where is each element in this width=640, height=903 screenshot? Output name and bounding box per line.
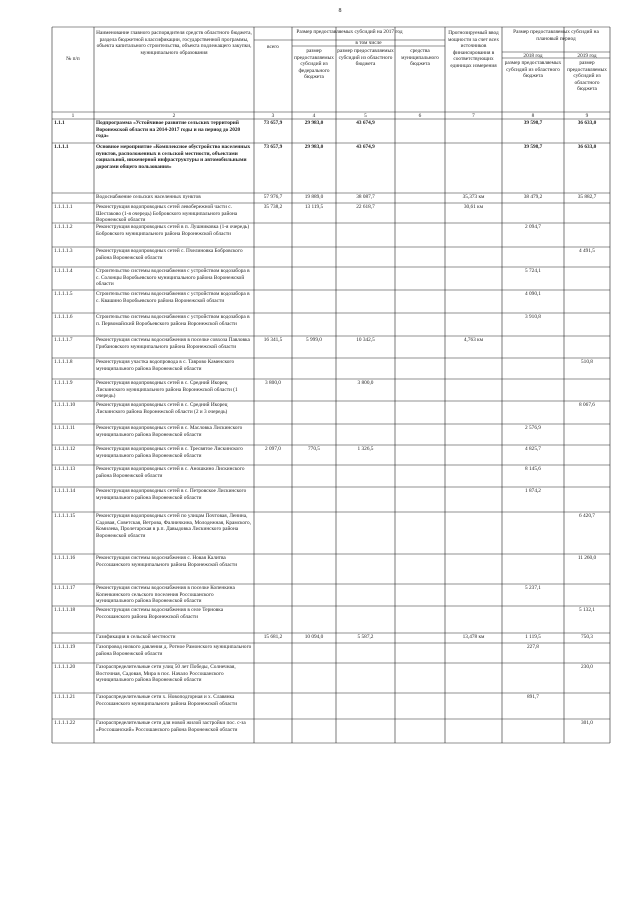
row-number: 1.1.1.1.5 xyxy=(54,291,73,297)
row-name: Газопровод низкого давления д. Ротное Рамонского муниципального района Воронежской области xyxy=(96,644,252,657)
column-number: 4 xyxy=(312,113,316,119)
row-number: 1.1.1.1.19 xyxy=(54,644,76,650)
row-value-y2019: 5 132,1 xyxy=(579,607,595,613)
row-value-total: 73 657,9 xyxy=(263,144,283,150)
row-value-y2018: 3 910,8 xyxy=(525,314,541,320)
row-name: Строительство системы водоснабжения с устройством водозабора в п. Первомайский Воробьевского района Воронежской области xyxy=(96,314,250,327)
row-value-y2019: 4 491,5 xyxy=(579,248,595,254)
row-value-y2018: 2 094,7 xyxy=(525,224,541,230)
row-value-y2019: 11 260,0 xyxy=(577,555,597,561)
header-regional: размер предоставляемых субсидий из областного бюджета xyxy=(337,48,394,68)
header-incl: в том числе xyxy=(355,40,382,46)
row-number: 1.1.1.1.22 xyxy=(54,720,76,726)
row-value-reg: 38 087,7 xyxy=(356,194,375,200)
row-name: Реконструкция водопроводных сетей в с. Масловка Лискинского муниципального района Воронежской области xyxy=(96,425,243,438)
column-number: 7 xyxy=(472,113,475,119)
row-value-y2019: 6 420,7 xyxy=(579,513,595,519)
row-number: 1.1.1.1.7 xyxy=(54,337,73,343)
row-number: 1.1.1.1.14 xyxy=(54,488,76,494)
row-number: 1.1.1.1.9 xyxy=(54,380,73,386)
row-value-y2019: 301,0 xyxy=(581,720,593,726)
page-number: 8 xyxy=(338,8,342,14)
row-name: Основное мероприятие «Комплексное обустройство населенных пунктов, расположенных в сельской местности, объектами социальной, инженерной инфраструктуры и автомобильными дорогами общего пользования» xyxy=(96,144,251,170)
row-value-total: 3 800,0 xyxy=(265,380,281,386)
column-number: 1 xyxy=(71,113,75,119)
row-name: Реконструкция водопроводных сетей в с. Средний Икорец Лискинского района Воронежской области (2 и 3 очередь) xyxy=(96,402,228,415)
row-name: Реконструкция системы водоснабжения в поселке Копенкина Копенкинского сельского поселения Россошанского муниципального района Воронежской области xyxy=(96,585,235,605)
row-value-total: 2 097,0 xyxy=(265,446,281,452)
row-value-cap: 35,373 км xyxy=(462,194,485,200)
row-name: Реконструкция водопроводных сетей с. Пчелиновка Бобровского района Воронежской области xyxy=(96,248,243,261)
row-name: Водоснабжение сельских населенных пунктов xyxy=(96,194,201,200)
row-number: 1.1.1.1.10 xyxy=(54,402,76,408)
row-name: Реконструкция водопроводных сетей по улицам Почтовая, Ленина, Садовая, Советская, Ветрова, Фалиичкина, Молодежная, Крамского, Комилева, Пролетарская в р.п. Давыдовка Лискинского района Воронежской области xyxy=(96,513,252,539)
row-number: 1.1.1.1.13 xyxy=(54,466,76,472)
row-value-fed: 13 119,5 xyxy=(304,204,324,210)
row-value-total: 57 976,7 xyxy=(263,194,283,200)
row-value-y2019: 510,8 xyxy=(581,359,593,365)
row-name: Реконструкция водопроводных сетей в с. Аношкино Лискинского района Воронежской области xyxy=(96,466,245,479)
row-value-y2018: 2 576,9 xyxy=(525,425,541,431)
row-name: Реконструкция системы водоснабжения с. Новая Калитва Россошанского муниципального района Воронежской области xyxy=(96,555,238,568)
row-value-fed: 10 094,0 xyxy=(304,634,324,640)
row-value-y2018: 5 724,1 xyxy=(525,268,541,274)
row-value-y2019: 230,0 xyxy=(581,664,593,670)
header-2018: 2018 год xyxy=(523,53,543,59)
header-2019: 2019 год xyxy=(577,53,597,59)
row-name: Реконструкция водопроводных сетей левобережной части с. Шестаково (1-я очередь) Бобровского муниципального района Воронежской области xyxy=(96,204,238,224)
row-number: 1.1.1.1.16 xyxy=(54,555,76,561)
row-number: 1.1.1.1.4 xyxy=(54,268,73,274)
header-federal: размер предоставляемых субсидий из федерального бюджета xyxy=(294,48,334,81)
row-value-y2018: 39 598,7 xyxy=(523,120,543,126)
row-name: Газораспределительные сети для новой жилой застройки пос. с-за «Россошанский» Россошанского района Воронежской области xyxy=(96,720,246,733)
row-number: 1.1.1.1 xyxy=(54,144,69,150)
header-2018-regional: размер предоставляемых субсидий из областного бюджета xyxy=(504,60,562,80)
row-value-y2019: 36 633,0 xyxy=(577,120,597,126)
row-name: Реконструкция водопроводных сетей в с. Петровское Лискинского муниципального района Воронежской области xyxy=(96,488,247,501)
column-number: 2 xyxy=(172,113,176,119)
row-value-reg: 1 326,5 xyxy=(357,446,374,452)
row-number: 1.1.1.1.15 xyxy=(54,513,76,519)
header-col-name: Наименование главного распорядителя средств областного бюджета, раздела бюджетной классификации, государственной программы, объекта капитального строительства, объекта подлежащего закупки, муниципального образования xyxy=(96,30,252,56)
row-number: 1.1.1.1.2 xyxy=(54,224,73,230)
row-name: Реконструкция водопроводных сетей в п. Лушниковка (1-я очередь) Бобровского муниципального района Воронежской области xyxy=(96,224,250,237)
row-value-y2018: 5 237,1 xyxy=(525,585,541,591)
row-value-y2019: 35 882,7 xyxy=(577,194,597,200)
row-value-reg: 10 342,5 xyxy=(356,337,375,343)
row-value-y2018: 4 090,1 xyxy=(525,291,541,297)
row-value-y2019: 36 633,0 xyxy=(577,144,597,150)
column-number: 5 xyxy=(364,113,367,119)
row-value-reg: 43 674,9 xyxy=(356,120,375,126)
header-plan-group: Размер предоставляемых субсидий на плановый период xyxy=(513,29,599,42)
header-2019-regional: размер предоставляемых субсидий из областного бюджета xyxy=(567,60,607,93)
row-name: Подпрограмма «Устойчивое развитие сельских территорий Воронежской области на 2014-2017 годы и на период до 2020 года» xyxy=(96,120,241,140)
row-number: 1.1.1.1.12 xyxy=(54,446,76,452)
header-subsidy-group: Размер предоставляемых субсидий на 2017 год xyxy=(296,29,403,35)
row-value-total: 15 681,2 xyxy=(263,634,283,640)
row-value-reg: 3 800,0 xyxy=(357,380,374,386)
row-value-y2018: 227,8 xyxy=(527,644,539,650)
row-value-total: 73 657,9 xyxy=(263,120,283,126)
row-value-y2018: 891,7 xyxy=(527,694,539,700)
row-value-fed: 19 889,0 xyxy=(304,194,324,200)
header-total: всего xyxy=(267,44,279,50)
column-number: 6 xyxy=(418,113,422,119)
row-value-fed: 5 999,0 xyxy=(306,337,322,343)
row-number: 1.1.1.1.18 xyxy=(54,607,76,613)
column-number: 9 xyxy=(585,113,589,119)
row-value-y2018: 1 119,5 xyxy=(525,634,541,640)
row-name: Строительство системы водоснабжения с устройством водозабора в с. Солонцы Воробьевского муниципального района Воронежской области xyxy=(96,268,250,288)
row-value-reg: 5 587,2 xyxy=(357,634,374,640)
row-number: 1.1.1.1.11 xyxy=(54,425,75,431)
row-name: Газификация в сельской местности xyxy=(96,634,176,640)
row-value-reg: 22 618,7 xyxy=(356,204,375,210)
row-value-total: 35 738,2 xyxy=(263,204,283,210)
row-value-cap: 4,763 км xyxy=(463,337,484,343)
row-value-reg: 43 674,9 xyxy=(356,144,375,150)
row-number: 1.1.1.1.17 xyxy=(54,585,76,591)
row-name: Газораспределительные сети х. Новоподгорная и х. Славянка Россошанского муниципального района Воронежской области xyxy=(96,694,238,707)
row-value-fed: 29 983,0 xyxy=(304,120,324,126)
row-number: 1.1.1.1.1 xyxy=(54,204,73,210)
row-name: Реконструкция водопроводных сетей в с. Тресвятое Лискинского муниципального района Воронежской области xyxy=(96,446,243,459)
row-number: 1.1.1.1.21 xyxy=(54,694,76,700)
column-number: 3 xyxy=(271,113,275,119)
row-name: Реконструкция системы водоснабжения в селе Терновка Россошанского района Воронежской области xyxy=(96,607,224,620)
row-number: 1.1.1.1.3 xyxy=(54,248,73,254)
row-number: 1.1.1.1.20 xyxy=(54,664,76,670)
row-value-y2018: 39 598,7 xyxy=(523,144,543,150)
header-capacity: Прогнозируемый ввод мощности за счет всех источников финансирования в соответствующих единицах измерения xyxy=(447,30,499,69)
row-value-total: 16 341,5 xyxy=(263,337,283,343)
row-number: 1.1.1.1.8 xyxy=(54,359,73,365)
header-municipal: средства муниципального бюджета xyxy=(401,48,439,68)
row-number: 1.1.1 xyxy=(54,120,65,126)
row-value-cap: 13,478 км xyxy=(462,634,485,640)
row-value-fed: 29 983,0 xyxy=(304,144,324,150)
row-value-y2018: 4 825,7 xyxy=(525,446,541,452)
row-number: 1.1.1.1.6 xyxy=(54,314,73,320)
row-value-cap: 30,61 км xyxy=(463,204,484,210)
row-value-y2018: 38 479,2 xyxy=(523,194,543,200)
row-name: Реконструкция водопроводных сетей в с. Средний Икорец Лискинского муниципального района Воронежской области (1 очередь) xyxy=(96,380,238,400)
row-value-y2018: 1 874,2 xyxy=(525,488,541,494)
row-name: Газораспределительные сети улиц 50 лет Победы, Солнечная, Восточная, Садовая, Мира в пос. Начало Россошанского муниципального района Воронежской области xyxy=(96,664,236,684)
row-value-y2019: 750,3 xyxy=(581,634,593,640)
row-name: Реконструкция участка водопровода в с. Таврово Каменского муниципального района Воронежской области xyxy=(96,359,235,372)
row-value-y2018: 8 145,6 xyxy=(525,466,541,472)
header-col-number: № п/п xyxy=(66,56,80,62)
row-value-fed: 770,5 xyxy=(308,446,320,452)
row-name: Реконструкция системы водоснабжения в поселке совхоза Павловка Грибановского муниципального района Воронежской области xyxy=(96,337,250,350)
row-name: Строительство системы водоснабжения с устройством водозабора в с. Квашино Воробьевского района Воронежской области xyxy=(96,291,250,304)
column-number: 8 xyxy=(531,113,535,119)
row-value-y2019: 8 067,6 xyxy=(579,402,595,408)
